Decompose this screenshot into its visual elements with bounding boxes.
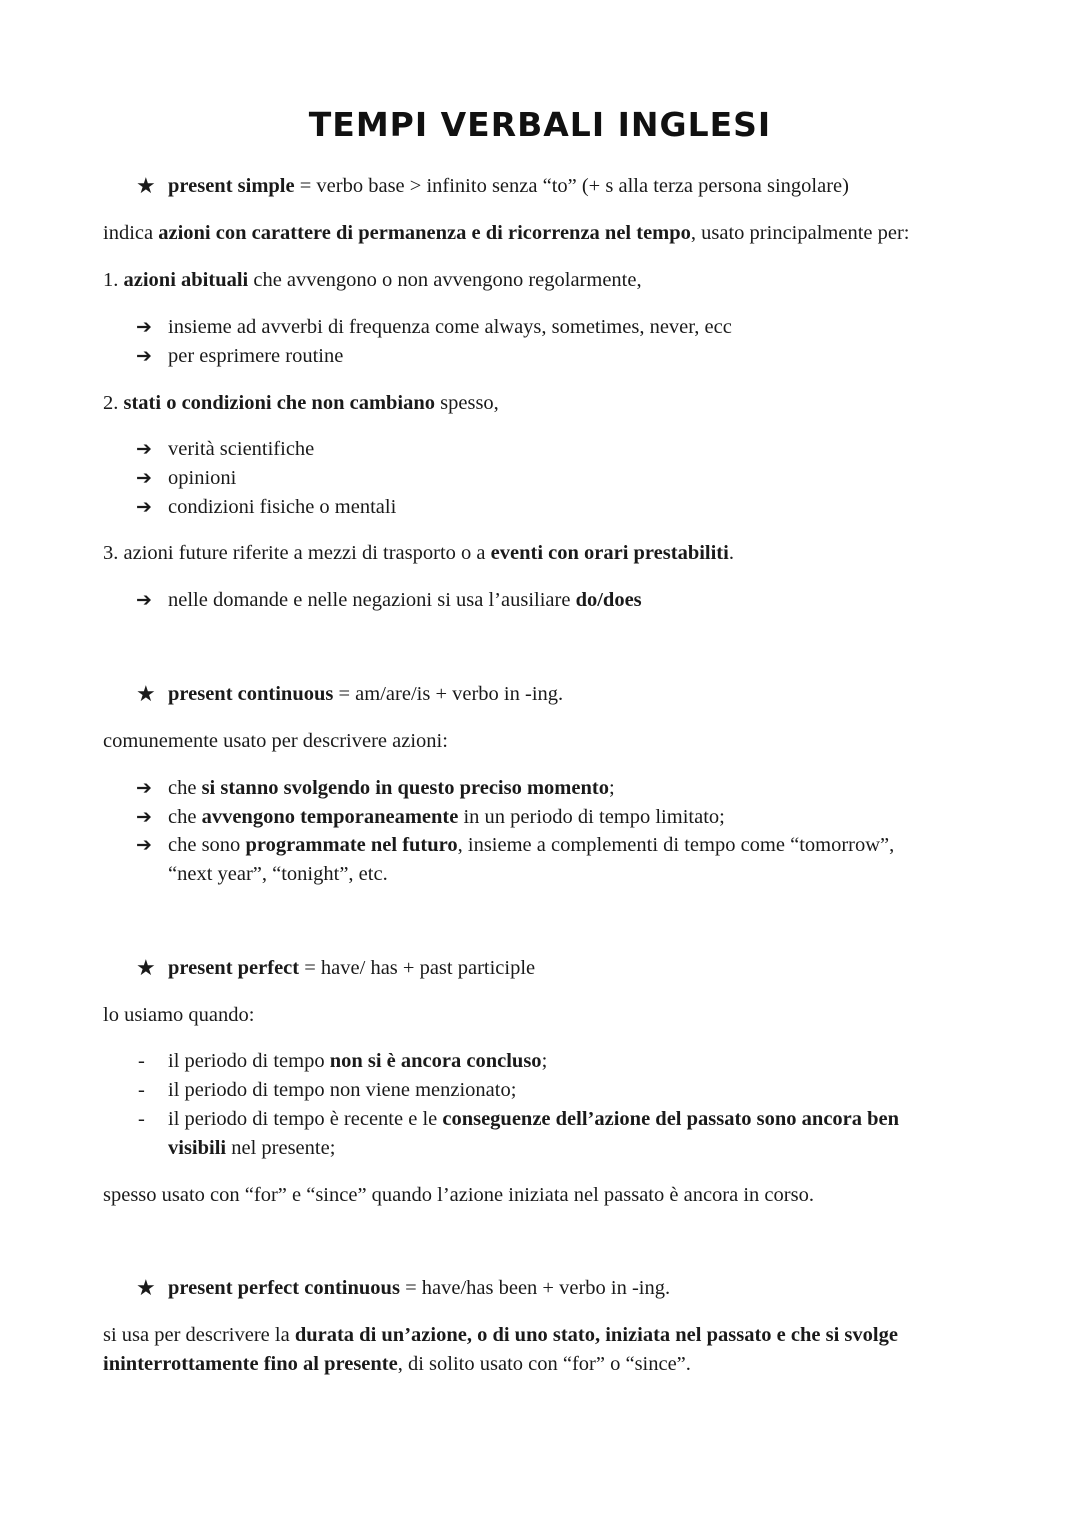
- list-item: opinioni: [168, 467, 237, 489]
- arrow-bullet-icon: ➔: [136, 496, 152, 518]
- section-heading-present-continuous: present continuous = am/are/is + verbo in -ing.: [168, 683, 564, 705]
- arrow-bullet-icon: ➔: [136, 438, 152, 460]
- numbered-item: 1. azioni abituali che avvengono o non avvengono regolarmente,: [103, 269, 642, 291]
- numbered-item: 2. stati o condizioni che non cambiano spesso,: [103, 392, 499, 414]
- arrow-bullet-icon: ➔: [136, 834, 152, 856]
- section-heading-present-perfect: present perfect = have/ has + past participle: [168, 957, 536, 979]
- list-item: il periodo di tempo è recente e le conseguenze dell’azione del passato sono ancora ben: [168, 1108, 900, 1130]
- arrow-bullet-icon: ➔: [136, 467, 152, 489]
- arrow-bullet-icon: ➔: [136, 806, 152, 828]
- page-title: TEMPI VERBALI INGLESI: [308, 105, 772, 144]
- dash-bullet-icon: -: [138, 1108, 145, 1130]
- paragraph: lo usiamo quando:: [103, 1004, 255, 1026]
- section-heading-present-simple: present simple = verbo base > infinito senza “to” (+ s alla terza persona singolare): [168, 175, 849, 197]
- star-bullet-icon: ★: [136, 174, 156, 199]
- arrow-bullet-icon: ➔: [136, 345, 152, 367]
- star-bullet-icon: ★: [136, 956, 156, 981]
- list-item: insieme ad avverbi di frequenza come always, sometimes, never, ecc: [168, 316, 732, 338]
- numbered-item: 3. azioni future riferite a mezzi di trasporto o a eventi con orari prestabiliti.: [103, 542, 734, 564]
- dash-bullet-icon: -: [138, 1079, 145, 1101]
- paragraph: si usa per descrivere la durata di un’azione, o di uno stato, iniziata nel passato e che si svolge: [103, 1324, 898, 1346]
- paragraph: spesso usato con “for” e “since” quando l’azione iniziata nel passato è ancora in corso.: [103, 1184, 814, 1206]
- list-item: il periodo di tempo non si è ancora concluso;: [168, 1050, 548, 1072]
- list-item-continuation: “next year”, “tonight”, etc.: [168, 863, 388, 885]
- list-item: che avvengono temporaneamente in un periodo di tempo limitato;: [168, 806, 725, 828]
- paragraph: comunemente usato per descrivere azioni:: [103, 730, 448, 752]
- arrow-bullet-icon: ➔: [136, 777, 152, 799]
- arrow-bullet-icon: ➔: [136, 589, 152, 611]
- dash-bullet-icon: -: [138, 1050, 145, 1072]
- star-bullet-icon: ★: [136, 682, 156, 707]
- list-item-continuation: visibili nel presente;: [168, 1137, 336, 1159]
- list-item: che sono programmate nel futuro, insieme a complementi di tempo come “tomorrow”,: [168, 834, 895, 856]
- list-item: il periodo di tempo non viene menzionato;: [168, 1079, 517, 1101]
- star-bullet-icon: ★: [136, 1276, 156, 1301]
- list-item: condizioni fisiche o mentali: [168, 496, 397, 518]
- list-item: che si stanno svolgendo in questo preciso momento;: [168, 777, 615, 799]
- section-heading-present-perfect-continuous: present perfect continuous = have/has been + verbo in -ing.: [168, 1277, 671, 1299]
- list-item: per esprimere routine: [168, 345, 344, 367]
- list-item: nelle domande e nelle negazioni si usa l’ausiliare do/does: [168, 589, 642, 611]
- paragraph: indica azioni con carattere di permanenza e di ricorrenza nel tempo, usato principalmente per:: [103, 222, 910, 244]
- paragraph-continuation: ininterrottamente fino al presente, di solito usato con “for” o “since”.: [103, 1353, 691, 1375]
- list-item: verità scientifiche: [168, 438, 315, 460]
- arrow-bullet-icon: ➔: [136, 316, 152, 338]
